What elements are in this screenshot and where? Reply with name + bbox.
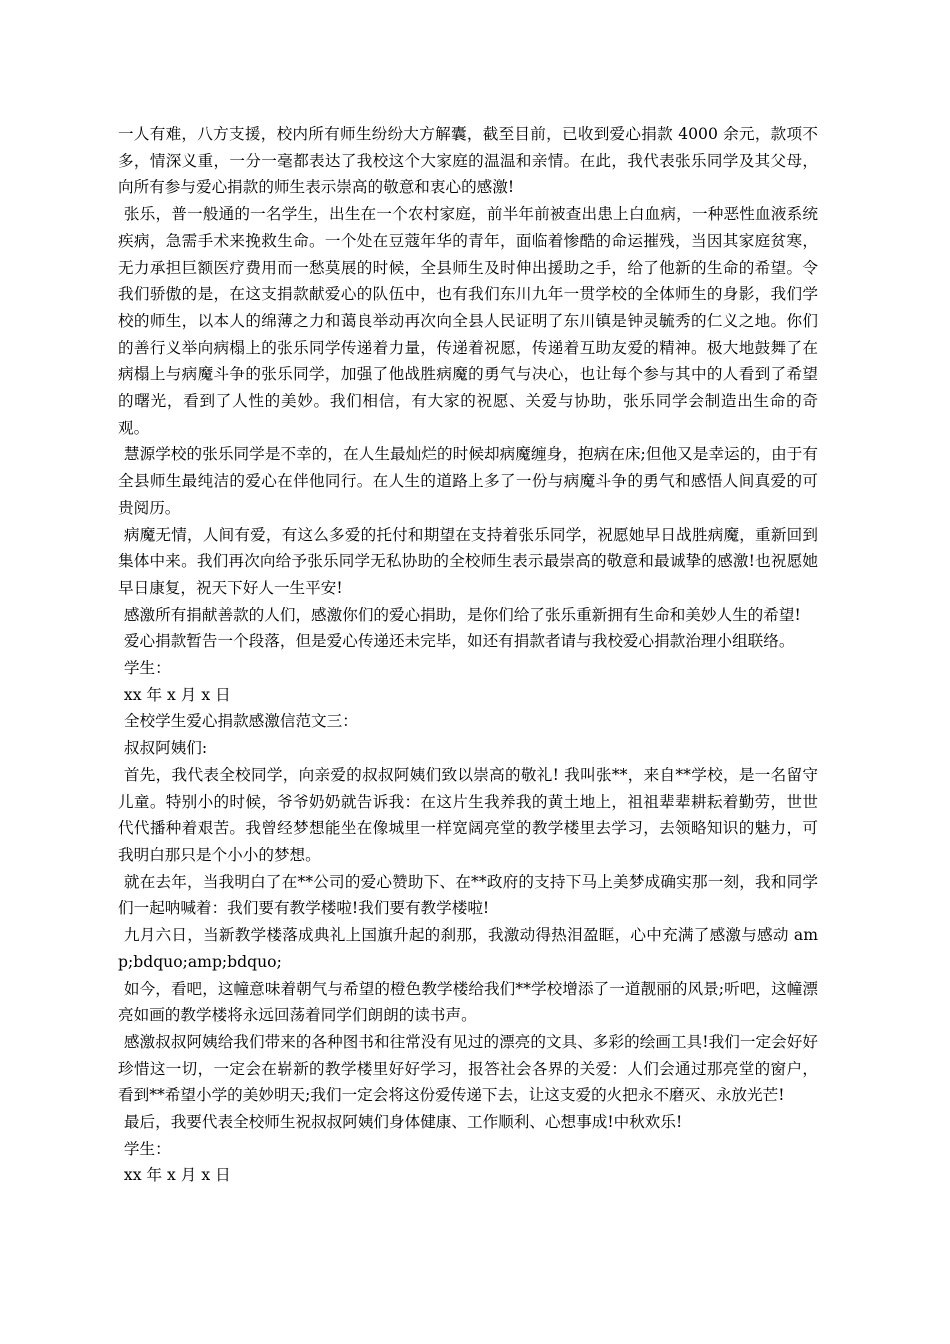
signature-student-2: 学生： xyxy=(123,1139,171,1158)
paragraph-wishes: 病魔无情，人间有爱，有这么多爱的托付和期望在支持着张乐同学，祝愿她早日战胜病魔，重新回到集体中来。我们再次向给予张乐同学无私协助的全校师生表示最崇高的敬意和最诚挚的感激!也祝愿她早日康复，祝天下好人一生平安! xyxy=(118,525,818,597)
signature-date-2: xx 年 x 月 x 日 xyxy=(123,1166,231,1185)
paragraph-zhangle-story: 张乐，普一般通的一名学生，出生在一个农村家庭，前半年前被查出患上白血病，一种恶性血液系统疾病，急需手术来挽救生命。一个处在豆蔻年华的青年，面临着惨酷的命运摧残，当因其家庭贫寒，无力承担巨额医疗费用而一愁莫展的时候，全县师生及时伸出援助之手，给了他新的生命的希望。令我们骄傲的是，在这支捐款献爱心的队伍中，也有我们东川九年一贯学校的全体师生的身影，我们学校的师生，以本人的绵薄之力和蔼良举动再次向全县人民证明了东川镇是钟灵毓秀的仁义之地。你们的善行义举向病榻上的张乐同学传递着力量，传递着祝愿，传递着互助友爱的精神。极大地鼓舞了在病榻上与病魔斗争的张乐同学，加强了他战胜病魔的勇气与决心，也让每个参与其中的人看到了希望的曙光，看到了人性的美妙。我们相信，有大家的祝愿、关爱与协助，张乐同学会制造出生命的奇观。 xyxy=(118,205,818,437)
paragraph-donation-paused: 爱心捐款暂告一个段落，但是爱心传递还未完毕，如还有捐款者请与我校爱心捐款治理小组联络。 xyxy=(123,632,795,651)
signature-date: xx 年 x 月 x 日 xyxy=(123,685,231,704)
signature-student: 学生： xyxy=(123,659,171,678)
paragraph-gratitude: 感激叔叔阿姨给我们带来的各种图书和往常没有见过的漂亮的文具、多彩的绘画工具!我们一定会好好珍惜这一切，一定会在崭新的教学楼里好好学习，报答社会各界的关爱：人们会通过那亮堂的窗户，看到**希望小学的美妙明天;我们一定会将这份爱传递下去，让这支爱的火把永不磨灭、永放光芒! xyxy=(118,1032,818,1105)
paragraph-misfortune: 慧源学校的张乐同学是不幸的，在人生最灿烂的时候却病魔缠身，抱病在床;但他又是幸运的，由于有全县师生最纯洁的爱心在伴他同行。在人生的道路上多了一份与病魔斗争的勇气和感悟人间真爱的可贵阅历。 xyxy=(118,445,818,517)
letter-salutation: 叔叔阿姨们: xyxy=(123,739,208,758)
paragraph-last-year: 就在去年，当我明白了在**公司的爱心赞助下、在**政府的支持下马上美梦成确实那一刻，我和同学们一起呐喊着：我们要有教学楼啦!我们要有教学楼啦! xyxy=(118,872,818,918)
paragraph-closing-wishes: 最后，我要代表全校师生祝叔叔阿姨们身体健康、工作顺利、心想事成!中秋欢乐! xyxy=(123,1113,683,1132)
paragraph-introduction: 首先，我代表全校同学，向亲爱的叔叔阿姨们致以崇高的敬礼! 我叫张**，来自**学校，是一名留守儿童。特别小的时候，爷爷奶奶就告诉我：在这片生我养我的黄土地上，祖祖辈辈耕耘着勤劳，世世代代播种着艰苦。我曾经梦想能坐在像城里一样宽阔亮堂的教学楼里去学习，去领略知识的魅力，可我明白那只是个小小的梦想。 xyxy=(118,765,818,864)
paragraph-ceremony: 九月六日，当新教学楼落成典礼上国旗升起的刹那，我激动得热泪盈眶，心中充满了感激与感动 amp;bdquo;amp;bdquo; xyxy=(118,926,818,971)
document-body xyxy=(118,121,818,1189)
paragraph-donation-summary: 一人有难，八方支援，校内所有师生纷纷大方解囊，截至目前，已收到爱心捐款 4000 余元，款项不多，情深义重，一分一毫都表达了我校这个大家庭的温温和亲情。在此，我代表张乐同学及其父母，向所有参与爱心捐款的师生表示崇高的敬意和衷心的感激! xyxy=(118,125,818,197)
paragraph-new-building: 如今，看吧，这幢意味着朝气与希望的橙色教学楼给我们**学校增添了一道靓丽的风景;听吧，这幢漂亮如画的教学楼将永远回荡着同学们朗朗的读书声。 xyxy=(118,979,818,1025)
paragraph-thanks-donors: 感激所有捐献善款的人们，感激你们的爱心捐助，是你们给了张乐重新拥有生命和美妙人生的希望! xyxy=(123,605,801,624)
section-title-letter-three: 全校学生爱心捐款感激信范文三： xyxy=(123,712,358,731)
